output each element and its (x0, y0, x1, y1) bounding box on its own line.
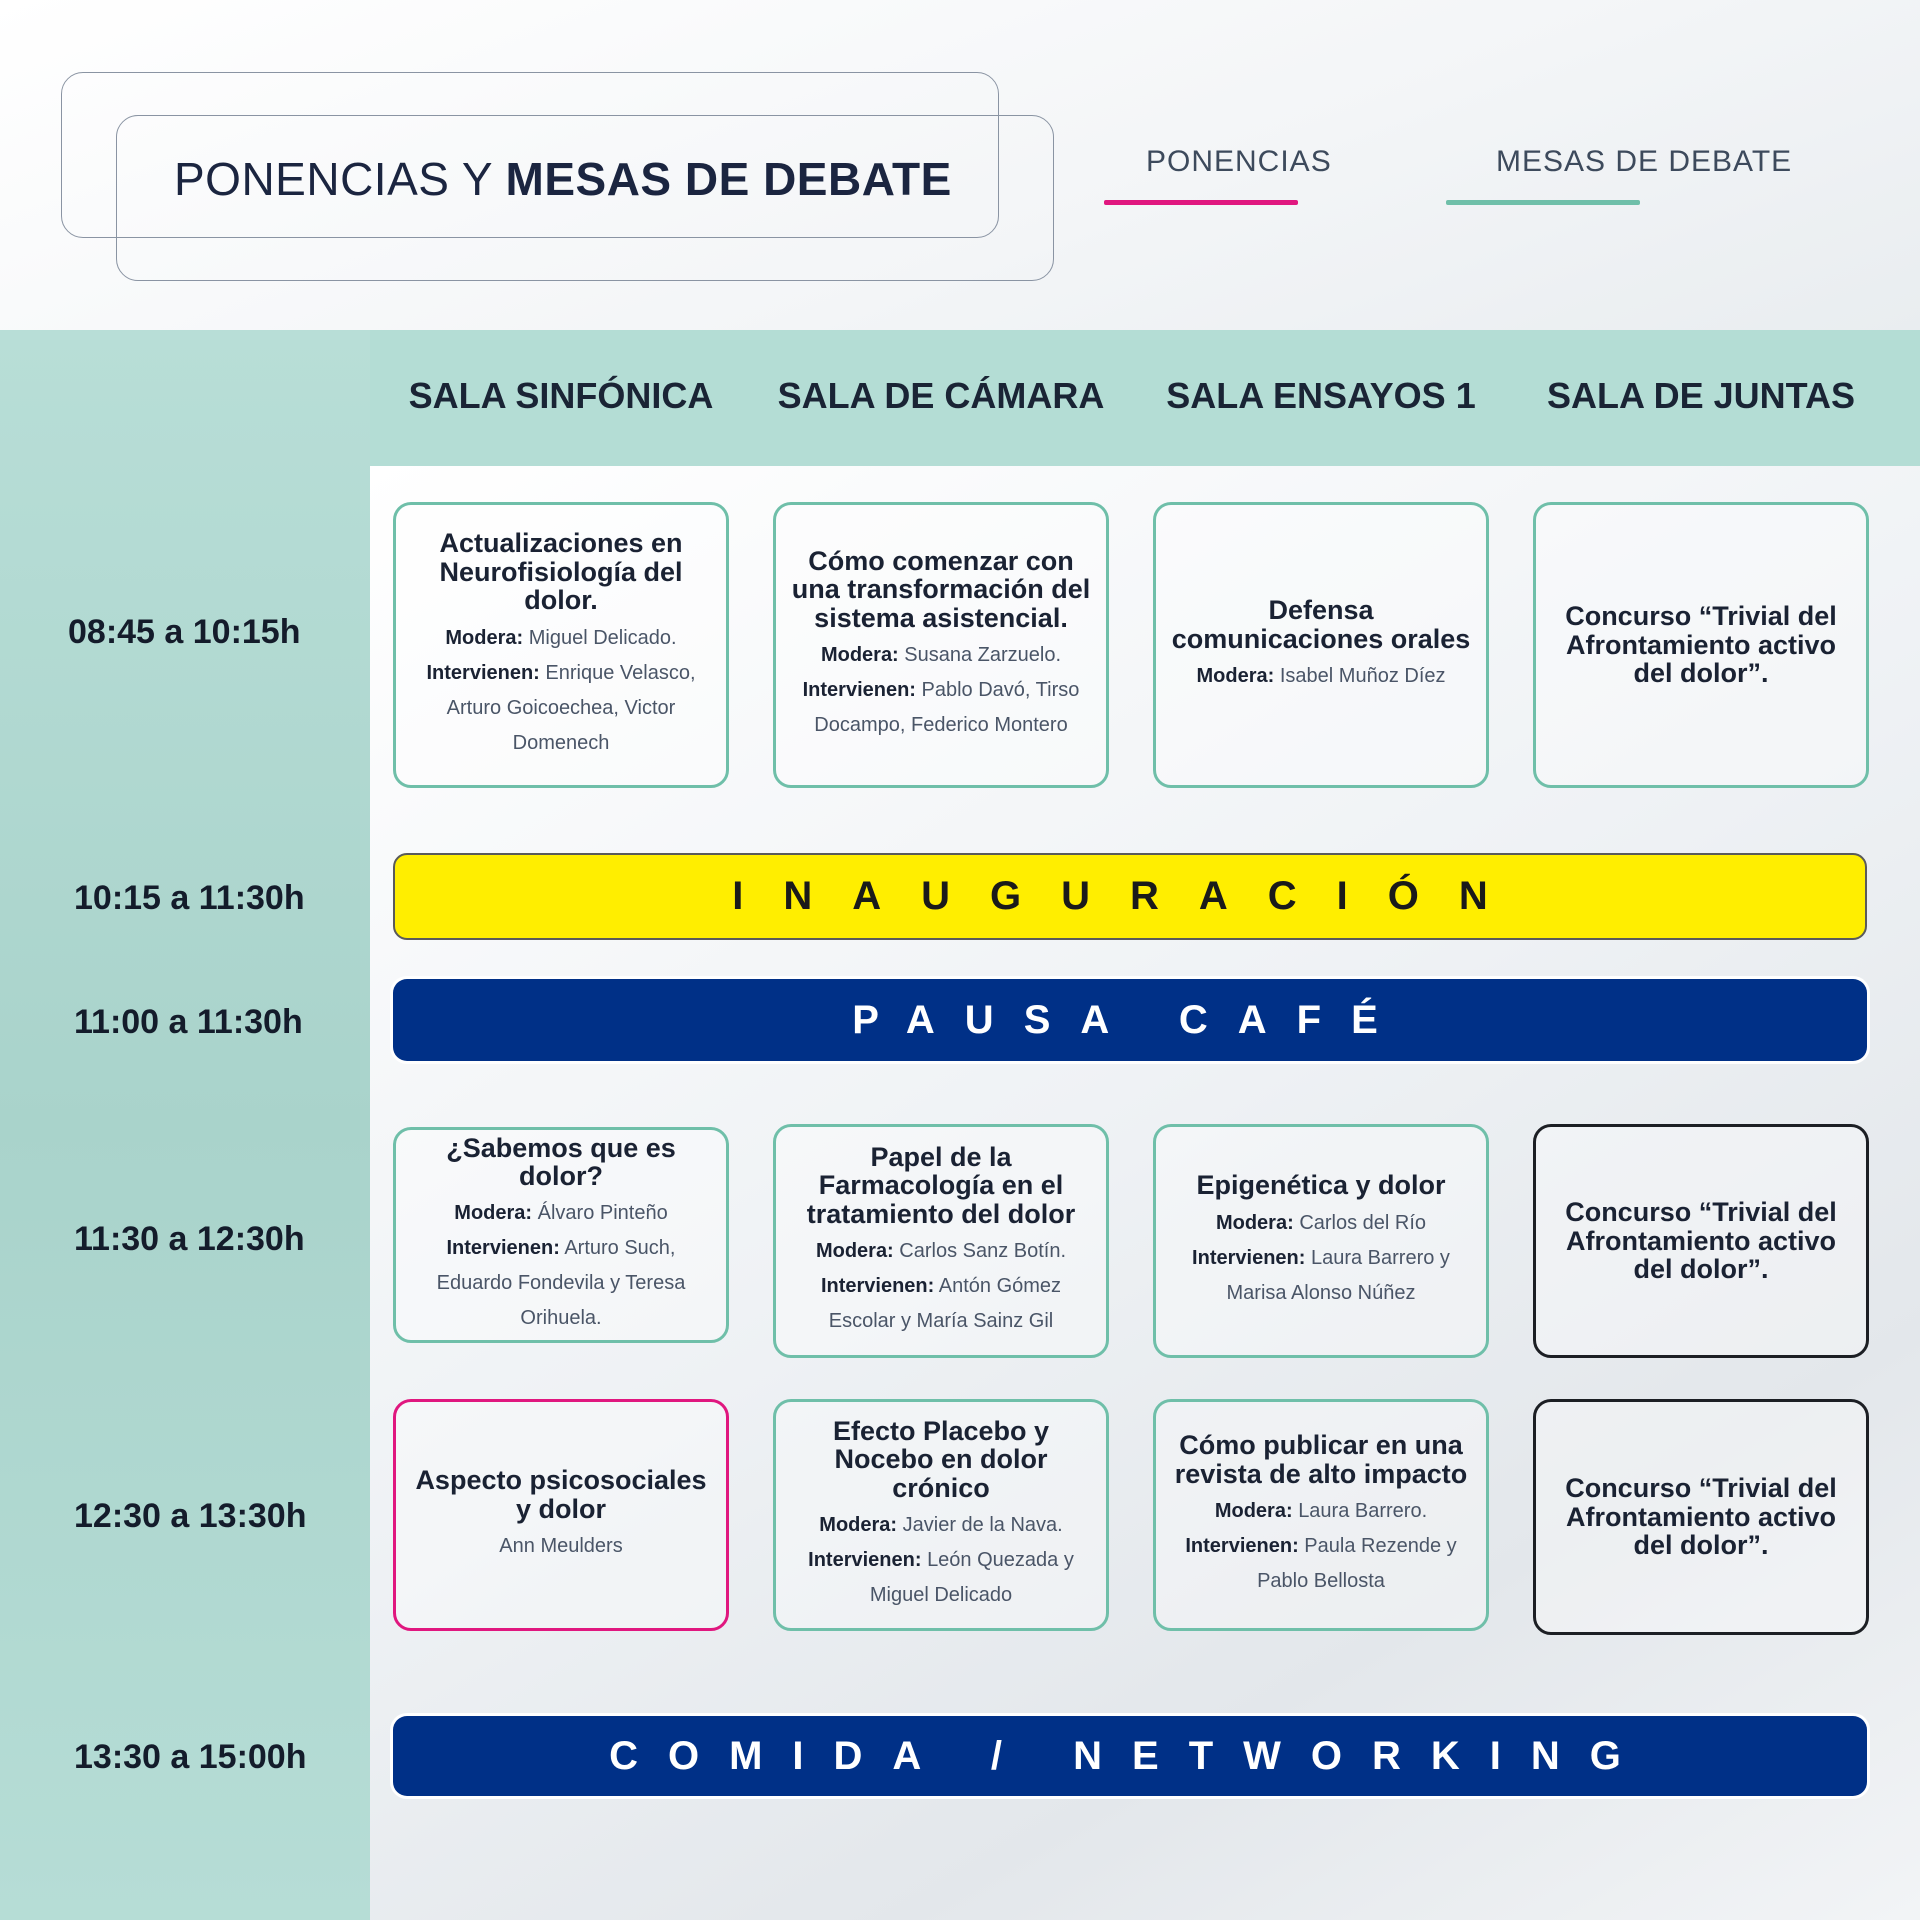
session-title: Actualizaciones en Neurofisiología del dolor. (439, 528, 683, 616)
session-card[interactable] (773, 1399, 1109, 1631)
session-title: Papel de la Farmacología en el tratamiento del dolor (806, 1141, 1076, 1229)
room-juntas: SALA DE JUNTAS (1546, 375, 1856, 416)
legend-ponencias-label: PONENCIAS (1146, 145, 1332, 178)
session-title: ¿Sabemos que es dolor? (446, 1132, 676, 1191)
time-slot-4: 11:30 a 12:30h (74, 1220, 305, 1258)
title-light: PONENCIAS Y (174, 153, 493, 205)
session-card[interactable] (1153, 502, 1489, 788)
legend-ponencias-line (1104, 200, 1298, 205)
session-card[interactable] (393, 1127, 729, 1343)
room-sinfonica: SALA SINFÓNICA (408, 375, 714, 416)
session-card[interactable] (773, 1124, 1109, 1358)
session-details: Modera: Álvaro Pinteño Intervienen: Arturo Such, Eduardo Fondevila y Teresa Orihuela. (436, 1202, 686, 1330)
inauguracion-bar: INAUGURACIÓN (393, 853, 1867, 940)
room-camara: SALA DE CÁMARA (777, 375, 1105, 416)
session-title: Concurso “Trivial del Afrontamiento activo del dolor”. (1565, 1473, 1837, 1561)
time-slot-5: 12:30 a 13:30h (74, 1497, 307, 1535)
session-details: Modera: Isabel Muñoz Díez (1196, 664, 1446, 687)
pausa-cafe-bar: PAUSA CAFÉ (393, 979, 1867, 1061)
session-card[interactable] (1533, 1124, 1869, 1358)
session-card[interactable] (1533, 1399, 1869, 1635)
session-title: Aspecto psicosociales y dolor (415, 1465, 707, 1524)
session-title: Epigenética y dolor (1196, 1170, 1446, 1201)
session-speaker: Ann Meulders (499, 1534, 623, 1557)
legend-mesas-label: MESAS DE DEBATE (1496, 145, 1793, 178)
session-title: Efecto Placebo y Nocebo en dolor crónico (832, 1415, 1050, 1503)
session-details: Modera: Miguel Delicado. Intervienen: Enrique Velasco, Arturo Goicoechea, Victor Domenech (426, 626, 696, 754)
page-title (174, 152, 952, 206)
session-card[interactable] (393, 1399, 729, 1631)
session-card[interactable] (773, 502, 1109, 788)
time-slot-6: 13:30 a 15:00h (74, 1738, 307, 1776)
time-slot-3: 11:00 a 11:30h (74, 1003, 303, 1041)
session-card[interactable] (1533, 502, 1869, 788)
session-details: Modera: Susana Zarzuelo. Intervienen: Pablo Davó, Tirso Docampo, Federico Montero (802, 644, 1080, 737)
room-ensayos: SALA ENSAYOS 1 (1166, 375, 1476, 416)
session-card[interactable] (1153, 1124, 1489, 1358)
session-details: Modera: Laura Barrero. Intervienen: Paula Rezende y Pablo Bellosta (1185, 1499, 1457, 1592)
time-column (0, 330, 370, 1920)
session-title: Concurso “Trivial del Afrontamiento activo del dolor”. (1565, 1197, 1837, 1285)
legend-mesas-line (1446, 200, 1640, 205)
time-slot-1: 08:45 a 10:15h (68, 613, 301, 651)
session-details: Modera: Javier de la Nava. Intervienen: León Quezada y Miguel Delicado (808, 1514, 1074, 1607)
session-title: Defensa comunicaciones orales (1171, 595, 1471, 654)
session-title: Cómo comenzar con una transformación del sistema asistencial. (791, 545, 1091, 633)
session-details: Modera: Carlos Sanz Botín. Intervienen: Antón Gómez Escolar y María Sainz Gil (815, 1240, 1067, 1333)
session-card[interactable] (393, 502, 729, 788)
comida-networking-bar: COMIDA / NETWORKING (393, 1716, 1867, 1796)
session-title: Concurso “Trivial del Afrontamiento activo del dolor”. (1565, 601, 1837, 689)
session-title: Cómo publicar en una revista de alto impacto (1174, 1430, 1468, 1489)
time-slot-2: 10:15 a 11:30h (74, 879, 305, 917)
session-details: Modera: Carlos del Río Intervienen: Laura Barrero y Marisa Alonso Núñez (1192, 1211, 1450, 1304)
session-card[interactable] (1153, 1399, 1489, 1631)
title-bold: MESAS DE DEBATE (505, 153, 952, 205)
